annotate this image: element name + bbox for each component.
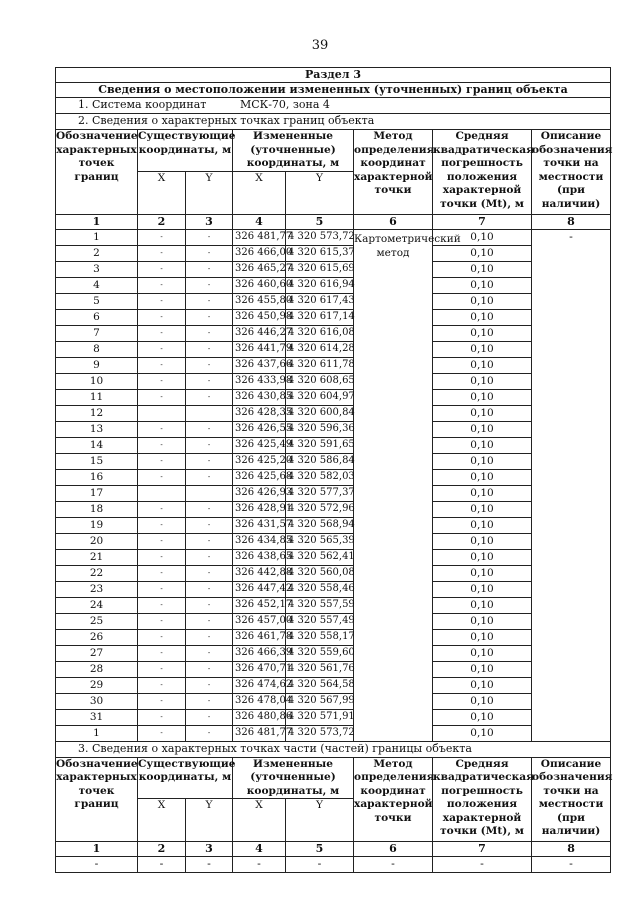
existing-y: - [186,581,233,597]
existing-y: - [186,437,233,453]
empty-cell: - [186,857,233,873]
header-method: Метод определения координат характерной точки [354,757,433,842]
updated-x: 326 461,78 [233,629,286,645]
existing-x: - [138,389,186,405]
document-body [55,67,613,873]
updated-y: 4 320 557,59 [286,597,354,613]
existing-x: - [138,613,186,629]
existing-x: - [138,261,186,277]
col-number: 5 [286,842,354,857]
existing-y: - [186,357,233,373]
table-row [56,245,611,261]
existing-x: - [138,581,186,597]
header-x-existing: X [138,799,186,842]
updated-x: 326 450,98 [233,309,286,325]
error-value: 0,10 [433,229,532,245]
updated-x: 326 428,35 [233,405,286,421]
updated-x: 326 430,85 [233,389,286,405]
updated-y: 4 320 617,14 [286,309,354,325]
header-description: Описание обозначения точки на местности (при наличии) [532,757,611,842]
existing-x: - [138,661,186,677]
error-value: 0,10 [433,277,532,293]
point-number: 18 [56,501,138,517]
table-row [56,453,611,469]
updated-y: 4 320 596,36 [286,421,354,437]
point-number: 31 [56,709,138,725]
existing-x: - [138,309,186,325]
point-number: 30 [56,693,138,709]
header-point-designation: Обозначение характерных точек границ [56,757,138,842]
existing-y: - [186,421,233,437]
existing-x: - [138,517,186,533]
updated-y: 4 320 604,97 [286,389,354,405]
col-number: 6 [354,214,433,229]
method-cell: Картометрический метод [354,229,433,741]
header-x-updated: X [233,799,286,842]
col-number: 8 [532,214,611,229]
existing-x: - [138,341,186,357]
point-number: 14 [56,437,138,453]
existing-y: - [186,373,233,389]
error-value: 0,10 [433,341,532,357]
existing-x: - [138,629,186,645]
table-row [56,645,611,661]
existing-y: - [186,469,233,485]
table-row [56,693,611,709]
table-row [56,501,611,517]
error-value: 0,10 [433,725,532,741]
updated-x: 326 452,17 [233,597,286,613]
error-value: 0,10 [433,677,532,693]
updated-x: 326 446,27 [233,325,286,341]
coord-system-label: 1. Система координат [78,98,207,111]
col-number: 1 [56,842,138,857]
error-value: 0,10 [433,405,532,421]
existing-y: - [186,565,233,581]
error-value: 0,10 [433,709,532,725]
point-number: 2 [56,245,138,261]
existing-y: - [186,613,233,629]
error-value: 0,10 [433,373,532,389]
existing-x: - [138,453,186,469]
updated-y: 4 320 562,41 [286,549,354,565]
existing-y: - [186,549,233,565]
error-value: 0,10 [433,693,532,709]
existing-x: - [138,597,186,613]
point-number: 3 [56,261,138,277]
updated-x: 326 425,20 [233,453,286,469]
existing-x: - [138,469,186,485]
col-number: 5 [286,214,354,229]
table-row [56,421,611,437]
updated-y: 4 320 561,76 [286,661,354,677]
error-value: 0,10 [433,261,532,277]
existing-y: - [186,309,233,325]
header-y-updated: Y [286,799,354,842]
col-number: 7 [433,842,532,857]
point-number: 8 [56,341,138,357]
point-number: 10 [56,373,138,389]
error-value: 0,10 [433,517,532,533]
updated-y: 4 320 611,78 [286,357,354,373]
table-row [56,597,611,613]
existing-y: - [186,325,233,341]
existing-y: - [186,533,233,549]
part-points-table [55,742,611,874]
empty-cell: - [433,857,532,873]
error-value: 0,10 [433,661,532,677]
updated-y: 4 320 616,94 [286,277,354,293]
description-cell: - [532,229,611,741]
existing-x: - [138,373,186,389]
point-number: 20 [56,533,138,549]
point-number: 7 [56,325,138,341]
updated-y: 4 320 617,43 [286,293,354,309]
existing-y: - [186,293,233,309]
updated-y: 4 320 582,03 [286,469,354,485]
error-value: 0,10 [433,309,532,325]
existing-x: - [138,645,186,661]
existing-y: - [186,693,233,709]
point-number: 23 [56,581,138,597]
existing-y: - [186,229,233,245]
empty-cell: - [233,857,286,873]
updated-x: 326 480,86 [233,709,286,725]
error-value: 0,10 [433,485,532,501]
point-number: 22 [56,565,138,581]
error-value: 0,10 [433,597,532,613]
existing-y: - [186,341,233,357]
point-number: 25 [56,613,138,629]
header-existing-coords: Существующие координаты, м [138,130,233,172]
table-row [56,229,611,245]
updated-y: 4 320 608,65 [286,373,354,389]
table-row [56,725,611,741]
existing-x: - [138,357,186,373]
updated-x: 326 465,27 [233,261,286,277]
existing-x: - [138,533,186,549]
table-row [56,485,611,501]
existing-y [186,405,233,421]
updated-x: 326 426,55 [233,421,286,437]
point-number: 19 [56,517,138,533]
updated-y: 4 320 615,69 [286,261,354,277]
header-y-updated: Y [286,171,354,214]
point-number: 12 [56,405,138,421]
updated-x: 326 460,60 [233,277,286,293]
existing-x: - [138,549,186,565]
error-value: 0,10 [433,437,532,453]
empty-cell: - [138,857,186,873]
updated-y: 4 320 573,72 [286,725,354,741]
existing-x: - [138,245,186,261]
updated-y: 4 320 615,37 [286,245,354,261]
existing-x: - [138,709,186,725]
col-number: 3 [186,214,233,229]
error-value: 0,10 [433,613,532,629]
updated-y: 4 320 558,17 [286,629,354,645]
table-row [56,357,611,373]
col-number: 8 [532,842,611,857]
updated-y: 4 320 565,39 [286,533,354,549]
error-value: 0,10 [433,533,532,549]
updated-y: 4 320 564,58 [286,677,354,693]
page-number: 39 [311,38,329,53]
point-number: 13 [56,421,138,437]
updated-x: 326 478,04 [233,693,286,709]
empty-cell: - [56,857,138,873]
col-number: 6 [354,842,433,857]
header-y-existing: Y [186,171,233,214]
table-row [56,325,611,341]
table-row [56,857,611,873]
error-value: 0,10 [433,501,532,517]
section-subtitle: Сведения о местоположении измененных (уточненных) границ объекта [56,83,611,98]
point-number: 6 [56,309,138,325]
existing-x [138,485,186,501]
table-row [56,629,611,645]
table-row [56,661,611,677]
updated-y: 4 320 591,65 [286,437,354,453]
updated-y: 4 320 572,96 [286,501,354,517]
point-number: 29 [56,677,138,693]
existing-x: - [138,677,186,693]
point-number: 28 [56,661,138,677]
updated-x: 326 474,62 [233,677,286,693]
existing-x: - [138,277,186,293]
updated-x: 326 470,71 [233,661,286,677]
col-number: 2 [138,214,186,229]
table-row [56,277,611,293]
header-point-designation: Обозначение характерных точек границ [56,130,138,215]
updated-x: 326 466,00 [233,245,286,261]
existing-x [138,405,186,421]
table-row [56,341,611,357]
existing-y: - [186,517,233,533]
existing-y: - [186,453,233,469]
existing-y: - [186,501,233,517]
existing-y: - [186,277,233,293]
error-value: 0,10 [433,645,532,661]
existing-y: - [186,661,233,677]
header-x-existing: X [138,171,186,214]
error-value: 0,10 [433,565,532,581]
empty-cell: - [532,857,611,873]
updated-x: 326 466,39 [233,645,286,661]
table-row [56,533,611,549]
updated-x: 326 434,85 [233,533,286,549]
existing-x: - [138,293,186,309]
existing-x: - [138,325,186,341]
col-number: 7 [433,214,532,229]
empty-cell: - [354,857,433,873]
error-value: 0,10 [433,453,532,469]
header-error: Средняя квадратическая погрешность положения характерной точки (Mt), м [433,757,532,842]
error-value: 0,10 [433,549,532,565]
existing-y: - [186,725,233,741]
existing-x: - [138,229,186,245]
error-value: 0,10 [433,581,532,597]
existing-x: - [138,725,186,741]
table-row [56,437,611,453]
header-description: Описание обозначения точки на местности (при наличии) [532,130,611,215]
point-number: 26 [56,629,138,645]
point-number: 5 [56,293,138,309]
table-row [56,677,611,693]
updated-y: 4 320 614,28 [286,341,354,357]
table-row [56,405,611,421]
updated-x: 326 447,42 [233,581,286,597]
updated-x: 326 437,66 [233,357,286,373]
updated-x: 326 442,88 [233,565,286,581]
col-number: 2 [138,842,186,857]
table-row [56,565,611,581]
point-number: 15 [56,453,138,469]
table-row [56,261,611,277]
table-row [56,309,611,325]
updated-x: 326 438,65 [233,549,286,565]
updated-x: 326 441,79 [233,341,286,357]
header-method: Метод определения координат характерной точки [354,130,433,215]
updated-y: 4 320 557,49 [286,613,354,629]
error-value: 0,10 [433,629,532,645]
point-number: 11 [56,389,138,405]
point-number: 9 [56,357,138,373]
updated-x: 326 433,98 [233,373,286,389]
existing-y: - [186,629,233,645]
updated-y: 4 320 586,84 [286,453,354,469]
header-existing-coords: Существующие координаты, м [138,757,233,799]
existing-y [186,485,233,501]
existing-y: - [186,245,233,261]
table-row [56,549,611,565]
updated-y: 4 320 577,37 [286,485,354,501]
column-numbers-row [56,842,611,857]
header-updated-coords: Измененные (уточненные) координаты, м [233,757,354,799]
col-number: 3 [186,842,233,857]
updated-y: 4 320 616,08 [286,325,354,341]
updated-x: 326 428,91 [233,501,286,517]
error-value: 0,10 [433,293,532,309]
coord-system-value: МСК-70, зона 4 [240,98,330,111]
header-updated-coords: Измененные (уточненные) координаты, м [233,130,354,172]
existing-x: - [138,421,186,437]
table-row [56,373,611,389]
points-table [55,67,611,742]
col-number: 1 [56,214,138,229]
error-value: 0,10 [433,421,532,437]
column-numbers-row [56,214,611,229]
updated-y: 4 320 571,91 [286,709,354,725]
updated-x: 326 431,57 [233,517,286,533]
header-y-existing: Y [186,799,233,842]
existing-x: - [138,565,186,581]
coord-system-line [56,98,611,114]
existing-y: - [186,709,233,725]
existing-y: - [186,597,233,613]
updated-x: 326 455,80 [233,293,286,309]
header-error: Средняя квадратическая погрешность положения характерной точки (Mt), м [433,130,532,215]
updated-y: 4 320 573,72 [286,229,354,245]
updated-y: 4 320 568,94 [286,517,354,533]
error-value: 0,10 [433,389,532,405]
col-number: 4 [233,214,286,229]
updated-x: 326 457,00 [233,613,286,629]
point-number: 16 [56,469,138,485]
error-value: 0,10 [433,325,532,341]
table-row [56,613,611,629]
updated-y: 4 320 600,84 [286,405,354,421]
empty-cell: - [286,857,354,873]
updated-y: 4 320 558,46 [286,581,354,597]
table-row [56,517,611,533]
updated-x: 326 481,77 [233,725,286,741]
updated-x: 326 425,49 [233,437,286,453]
error-value: 0,10 [433,357,532,373]
existing-x: - [138,501,186,517]
updated-x: 326 425,68 [233,469,286,485]
updated-x: 326 481,77 [233,229,286,245]
existing-y: - [186,389,233,405]
part-points-label: 3. Сведения о характерных точках части (частей) границы объекта [56,742,611,758]
existing-x: - [138,437,186,453]
updated-x: 326 426,93 [233,485,286,501]
updated-y: 4 320 567,99 [286,693,354,709]
table-row [56,293,611,309]
table-row [56,709,611,725]
existing-x: - [138,693,186,709]
table-row [56,469,611,485]
point-number: 21 [56,549,138,565]
point-number: 4 [56,277,138,293]
point-number: 27 [56,645,138,661]
error-value: 0,10 [433,245,532,261]
header-x-updated: X [233,171,286,214]
existing-y: - [186,645,233,661]
existing-y: - [186,677,233,693]
error-value: 0,10 [433,469,532,485]
updated-y: 4 320 560,08 [286,565,354,581]
point-number: 24 [56,597,138,613]
point-number: 1 [56,229,138,245]
point-number: 1 [56,725,138,741]
points-label: 2. Сведения о характерных точках границ объекта [56,114,611,130]
point-number: 17 [56,485,138,501]
updated-y: 4 320 559,60 [286,645,354,661]
section-title: Раздел 3 [56,68,611,83]
col-number: 4 [233,842,286,857]
table-row [56,581,611,597]
existing-y: - [186,261,233,277]
table-row [56,389,611,405]
